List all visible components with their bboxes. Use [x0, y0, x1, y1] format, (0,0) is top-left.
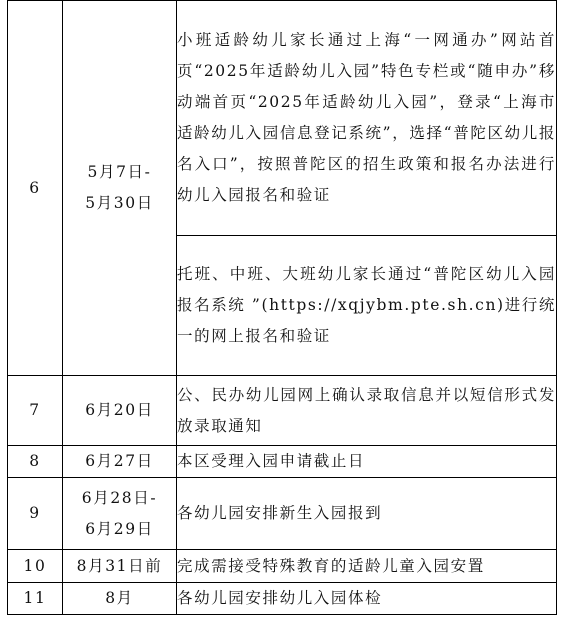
table-row	[8, 1, 557, 236]
row-date	[63, 1, 177, 376]
date-value: 8月31日前	[76, 556, 163, 575]
row-description: 各幼儿园安排幼儿入园体检	[177, 583, 557, 615]
date-value: 6月27日	[85, 452, 154, 470]
row-date	[63, 376, 177, 446]
date-start: 5月7日-	[87, 163, 152, 181]
table-row	[8, 376, 557, 446]
date-value: 8月	[105, 589, 134, 607]
row-date	[63, 478, 177, 550]
table-row	[8, 478, 557, 550]
row-description: 本区受理入园申请截止日	[177, 446, 557, 478]
table-row	[8, 583, 557, 615]
table-row	[8, 550, 557, 583]
row-date	[63, 583, 177, 615]
row-number: 7	[8, 376, 63, 446]
row-description-kindergarten-small-class: 小班适龄幼儿家长通过上海“一网通办”网站首页“2025年适龄幼儿入园”特色专栏或“随申办”移动端首页“2025年适龄幼儿入园”，登录“上海市适龄幼儿入园信息登记系统”，选择“普陀区幼儿报名入口”，按照普陀区的招生政策和报名办法进行幼儿入园报名和验证	[177, 1, 557, 236]
date-end: 5月30日	[85, 194, 154, 212]
row-date	[63, 446, 177, 478]
date-value: 6月20日	[85, 401, 154, 419]
row-description: 各幼儿园安排新生入园报到	[177, 478, 557, 550]
date-start: 6月28日-	[81, 488, 158, 507]
table-row	[8, 446, 557, 478]
row-number: 11	[8, 583, 63, 615]
row-description: 公、民办幼儿园网上确认录取信息并以短信形式发放录取通知	[177, 376, 557, 446]
row-date	[63, 550, 177, 583]
row-number: 6	[8, 1, 63, 376]
row-number: 10	[8, 550, 63, 583]
date-end: 6月29日	[85, 519, 154, 538]
row-number: 8	[8, 446, 63, 478]
row-description: 完成需接受特殊教育的适龄儿童入园安置	[177, 550, 557, 583]
enrollment-schedule-table	[7, 0, 557, 615]
row-number: 9	[8, 478, 63, 550]
row-description-other-classes: 托班、中班、大班幼儿家长通过“普陀区幼儿入园报名系统 ”(https://xqjybm.pte.sh.cn)进行统一的网上报名和验证	[177, 236, 557, 376]
